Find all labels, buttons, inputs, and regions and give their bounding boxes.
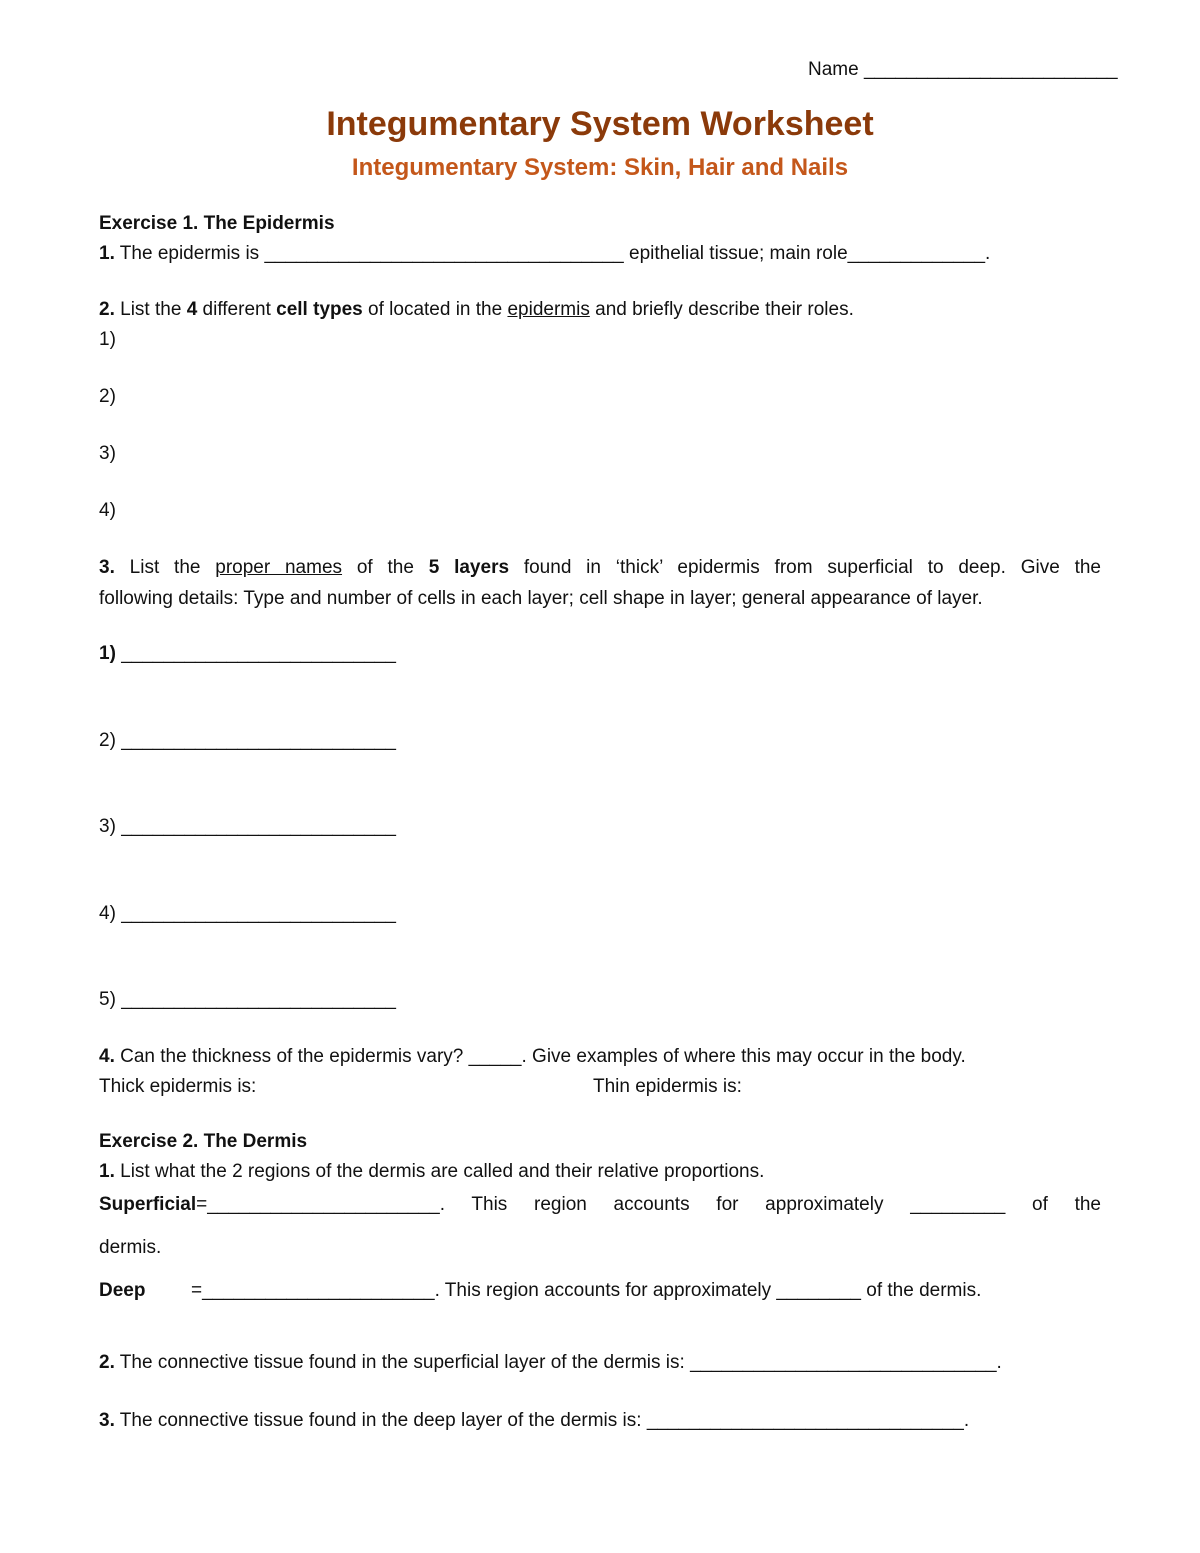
ex1-question-1	[99, 242, 990, 266]
ex1-q1-number: 1.	[99, 243, 115, 264]
name-label: Name	[808, 59, 859, 80]
ex1-q3-t3: found in ‘thick’ epidermis from superficial to deep. Give the	[509, 557, 1101, 578]
ex1-q3-layer-1-blank[interactable]: __________________________	[121, 643, 396, 664]
ex2-superficial-label: Superficial	[99, 1194, 197, 1215]
ex1-q3-layer-3-blank[interactable]: __________________________	[121, 816, 396, 837]
ex1-q1-blank-b[interactable]: _____________	[847, 243, 986, 264]
ex1-q3-layer-3[interactable]	[99, 815, 396, 839]
ex1-q3-layer-2[interactable]	[99, 729, 396, 753]
ex2-superficial-end: dermis.	[99, 1237, 162, 1258]
page-title: Integumentary System Worksheet	[326, 105, 874, 143]
ex1-q2-b1: 4	[186, 299, 198, 320]
ex1-q2-item-3[interactable]: 3)	[99, 443, 116, 464]
exercise-1-heading: Exercise 1. The Epidermis	[99, 213, 335, 234]
ex1-q1-blank-a[interactable]: __________________________________	[264, 243, 624, 264]
ex2-deep-end: of the dermis.	[860, 1280, 982, 1301]
ex1-q2-number: 2.	[99, 299, 115, 320]
ex1-q3-layer-4[interactable]	[99, 902, 396, 926]
ex2-q2-number: 2.	[99, 1352, 115, 1373]
ex1-q3-layer-2-label: 2)	[99, 730, 116, 751]
ex2-superficial-blank[interactable]: ______________________	[207, 1194, 440, 1215]
name-field[interactable]	[808, 58, 1118, 82]
ex2-q2-blank[interactable]: _____________________________	[690, 1352, 997, 1373]
ex1-q4-number: 4.	[99, 1046, 115, 1067]
ex1-q2-t1: List the	[114, 299, 187, 320]
ex1-q3-layer-1-label: 1)	[99, 643, 116, 664]
ex1-q2-item-1[interactable]: 1)	[99, 329, 116, 350]
ex1-q3-u1: proper names	[215, 557, 343, 578]
ex1-q3-number: 3.	[99, 557, 115, 578]
ex1-question-3-line-1	[99, 556, 1101, 580]
ex2-superficial-text: . This region accounts for approximately	[439, 1194, 884, 1215]
ex1-q2-t4: and briefly describe their roles.	[589, 299, 854, 320]
name-blank[interactable]: ________________________	[863, 59, 1118, 80]
ex1-q3-t1: List the	[114, 557, 216, 578]
ex2-superficial-proportion-blank[interactable]: _________	[910, 1194, 1006, 1215]
ex1-q3-t2: of the	[342, 557, 429, 578]
ex2-superficial-eq: =	[196, 1194, 208, 1215]
ex1-q1-text-a: The epidermis is	[114, 243, 265, 264]
ex2-question-3	[99, 1409, 969, 1433]
ex1-question-3-line-2: following details: Type and number of cells in each layer; cell shape in layer; general appearance of layer.	[99, 588, 983, 609]
ex1-q3-layer-4-label: 4)	[99, 903, 116, 924]
ex2-q3-blank[interactable]: ______________________________	[646, 1410, 964, 1431]
ex1-q2-t3: of located in the	[362, 299, 508, 320]
ex1-q2-item-2[interactable]: 2)	[99, 386, 116, 407]
ex2-question-1	[99, 1160, 764, 1184]
ex1-q3-layer-3-label: 3)	[99, 816, 116, 837]
page-subtitle: Integumentary System: Skin, Hair and Nails	[351, 154, 849, 181]
ex2-q3-number: 3.	[99, 1410, 115, 1431]
ex2-q3-text: The connective tissue found in the deep layer of the dermis is:	[114, 1410, 647, 1431]
ex1-q3-layer-5[interactable]	[99, 988, 396, 1012]
ex2-superficial-of: of the	[1032, 1194, 1101, 1215]
ex1-q4-text-b: . Give examples of where this may occur in the body.	[521, 1046, 966, 1067]
ex1-question-4	[99, 1045, 966, 1069]
ex2-deep-label: Deep	[99, 1280, 146, 1301]
ex1-q2-b2: cell types	[276, 299, 363, 320]
ex2-q1-deep-line	[99, 1279, 981, 1303]
ex2-q1-superficial-line	[99, 1193, 1101, 1217]
ex2-q2-end: .	[996, 1352, 1002, 1373]
ex1-question-2	[99, 298, 854, 322]
ex1-q2-t2: different	[197, 299, 277, 320]
ex1-q3-layer-1[interactable]	[99, 642, 396, 666]
ex2-deep-text: . This region accounts for approximately	[434, 1280, 777, 1301]
ex2-deep-eq: =	[191, 1280, 203, 1301]
ex1-q3-layer-2-blank[interactable]: __________________________	[121, 730, 396, 751]
ex2-q1-number: 1.	[99, 1161, 115, 1182]
exercise-2-heading: Exercise 2. The Dermis	[99, 1131, 308, 1152]
ex2-deep-proportion-blank[interactable]: ________	[776, 1280, 861, 1301]
ex1-q3-b1: 5 layers	[428, 557, 510, 578]
ex2-question-2	[99, 1351, 1002, 1375]
ex1-q2-u1: epidermis	[507, 299, 590, 320]
ex1-q4-blank[interactable]: _____	[468, 1046, 522, 1067]
ex1-q3-layer-5-blank[interactable]: __________________________	[121, 989, 396, 1010]
ex1-q4-thin[interactable]: Thin epidermis is:	[593, 1076, 742, 1097]
ex1-q3-layer-4-blank[interactable]: __________________________	[121, 903, 396, 924]
ex2-q1-text: List what the 2 regions of the dermis are called and their relative proportions.	[114, 1161, 765, 1182]
ex1-q1-text-b: epithelial tissue; main role	[623, 243, 848, 264]
ex1-q4-text-a: Can the thickness of the epidermis vary?	[114, 1046, 469, 1067]
ex1-q1-end: .	[985, 243, 991, 264]
ex1-q4-thick[interactable]: Thick epidermis is:	[99, 1076, 257, 1097]
ex1-q2-item-4[interactable]: 4)	[99, 500, 116, 521]
ex1-q3-layer-5-label: 5)	[99, 989, 116, 1010]
ex2-deep-blank[interactable]: ______________________	[202, 1280, 435, 1301]
ex2-q3-end: .	[963, 1410, 970, 1431]
ex2-q2-text: The connective tissue found in the superficial layer of the dermis is:	[114, 1352, 691, 1373]
